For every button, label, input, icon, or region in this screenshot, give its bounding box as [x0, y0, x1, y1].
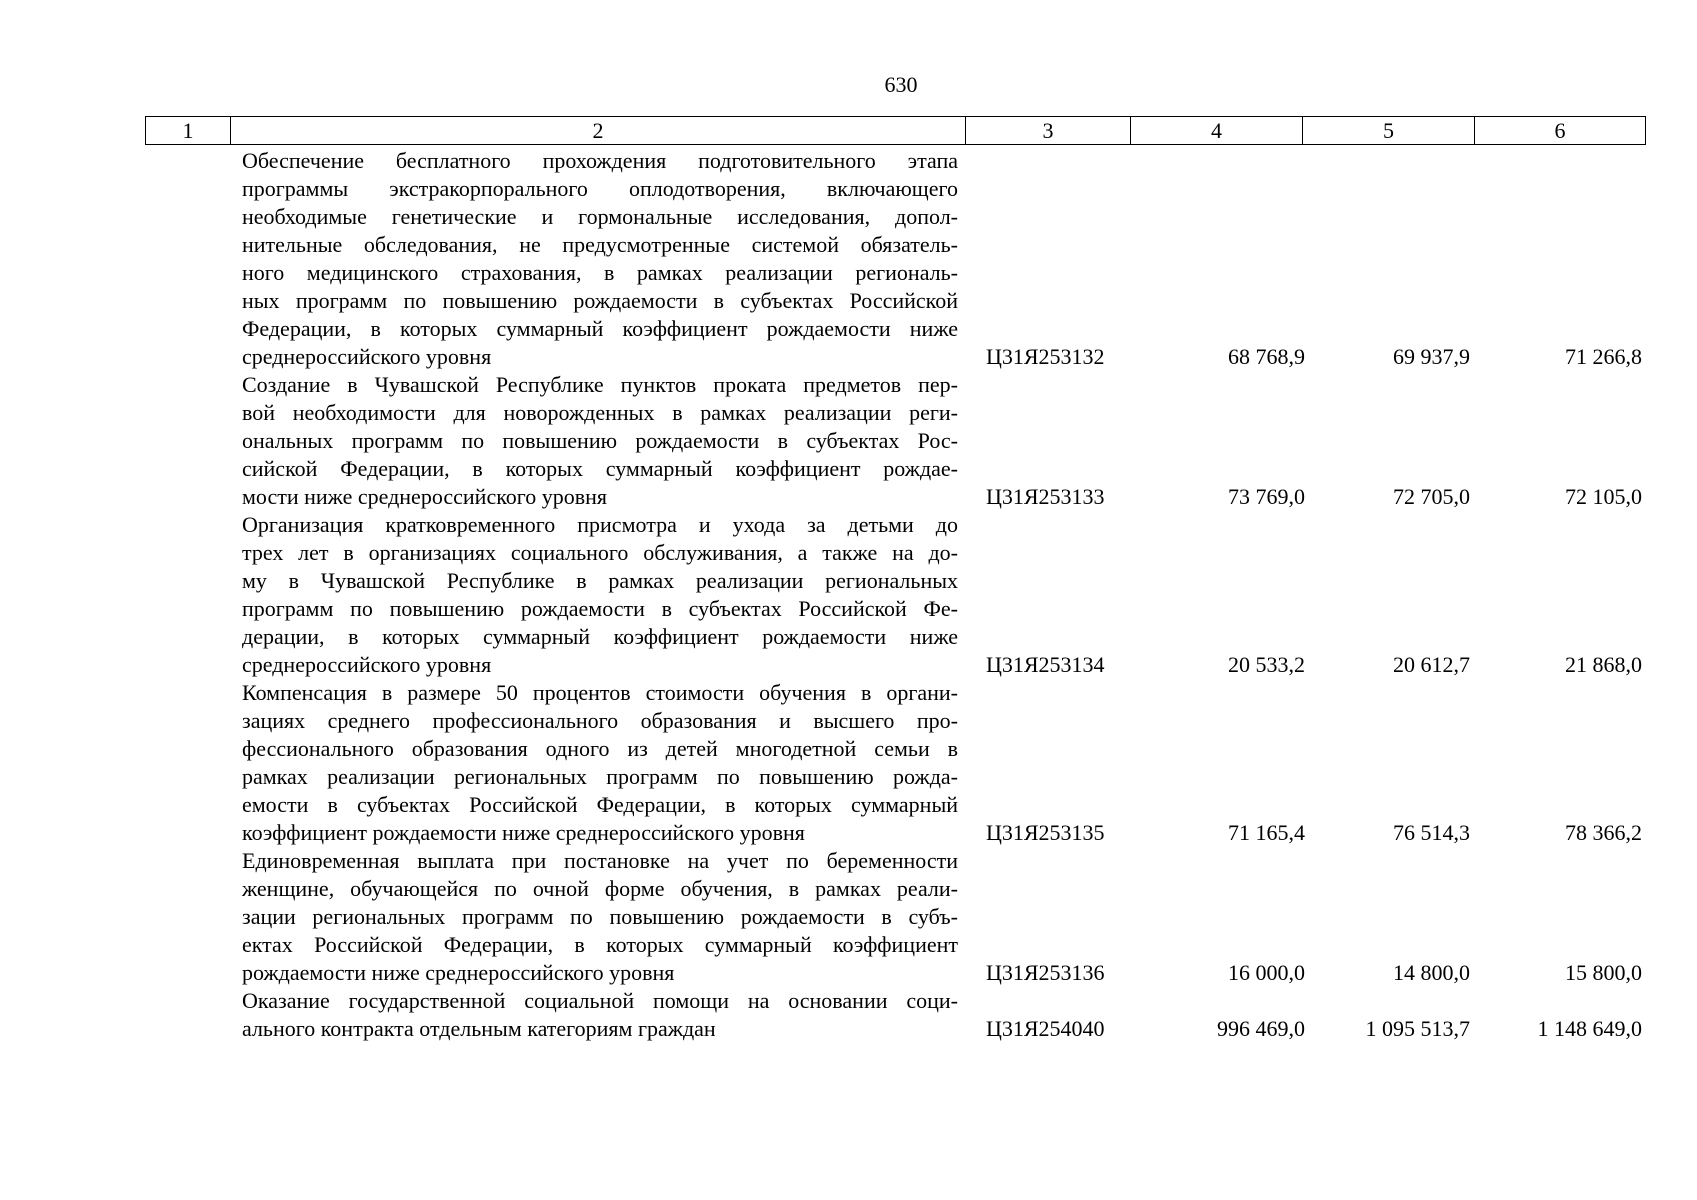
row-value-col5: 1 095 513,7: [1365, 1016, 1470, 1041]
row-description: [242, 847, 958, 987]
description-line: сийской Федерации, в которых суммарный коэффициент рождае-: [242, 456, 958, 481]
description-line: нительные обследования, не предусмотренные системой обязатель-: [242, 232, 958, 257]
description-line: ного медицинского страхования, в рамках реализации региональ-: [242, 260, 958, 285]
description-line: ных программ по повышению рождаемости в субъектах Российской: [242, 288, 958, 313]
description-line: необходимые генетические и гормональные исследования, допол-: [242, 204, 958, 229]
row-code: Ц31Я253132: [986, 344, 1105, 369]
row-value-col6: 15 800,0: [1565, 960, 1642, 985]
row-value-col4: 71 165,4: [1228, 820, 1305, 845]
row-value-col4: 16 000,0: [1228, 960, 1305, 985]
row-value-col5: 69 937,9: [1393, 344, 1470, 369]
row-value-col6: 72 105,0: [1565, 484, 1642, 509]
row-value-col6: 71 266,8: [1565, 344, 1642, 369]
row-code: Ц31Я253136: [986, 960, 1105, 985]
description-line: Единовременная выплата при постановке на учет по беременности: [242, 848, 958, 873]
column-header-row: [146, 117, 1646, 145]
description-line: среднероссийского уровня: [242, 344, 492, 369]
row-value-col6: 78 366,2: [1565, 820, 1642, 845]
row-value-col4: 68 768,9: [1228, 344, 1305, 369]
column-header-5: 5: [1303, 117, 1475, 145]
row-value-col6: 21 868,0: [1565, 652, 1642, 677]
page-number: 630: [884, 72, 918, 97]
description-line: трех лет в организациях социального обслуживания, а также на до-: [242, 540, 958, 565]
row-value-col5: 14 800,0: [1393, 960, 1470, 985]
description-line: женщине, обучающейся по очной форме обучения, в рамках реали-: [242, 876, 958, 901]
description-line: фессионального образования одного из детей многодетной семьи в: [242, 736, 958, 761]
description-line: Федерации, в которых суммарный коэффициент рождаемости ниже: [242, 316, 958, 341]
description-line: зациях среднего профессионального образования и высшего про-: [242, 708, 958, 733]
row-description: [242, 147, 958, 371]
description-line: рождаемости ниже среднероссийского уровня: [242, 960, 675, 985]
description-line: му в Чувашской Республике в рамках реализации региональных: [242, 568, 958, 593]
row-value-col4: 996 469,0: [1217, 1016, 1305, 1041]
row-value-col4: 73 769,0: [1228, 484, 1305, 509]
row-description: [242, 371, 958, 511]
description-line: мости ниже среднероссийского уровня: [242, 484, 608, 509]
row-code: Ц31Я254040: [986, 1016, 1105, 1041]
description-line: ального контракта отдельным категориям граждан: [242, 1016, 716, 1041]
row-value-col5: 72 705,0: [1393, 484, 1470, 509]
description-line: программ по повышению рождаемости в субъектах Российской Фе-: [242, 596, 958, 621]
row-description: [242, 987, 958, 1043]
description-line: коэффициент рождаемости ниже среднероссийского уровня: [242, 820, 805, 845]
column-header-1: 1: [146, 117, 231, 145]
description-line: рамках реализации региональных программ по повышению рожда-: [242, 764, 958, 789]
row-value-col5: 76 514,3: [1393, 820, 1470, 845]
row-code: Ц31Я253133: [986, 484, 1105, 509]
description-line: среднероссийского уровня: [242, 652, 492, 677]
row-value-col5: 20 612,7: [1393, 652, 1470, 677]
description-line: Обеспечение бесплатного прохождения подготовительного этапа: [242, 148, 958, 173]
column-header-4: 4: [1131, 117, 1303, 145]
column-header-3: 3: [966, 117, 1131, 145]
description-line: Организация кратковременного присмотра и ухода за детьми до: [242, 512, 958, 537]
description-line: вой необходимости для новорожденных в рамках реализации реги-: [242, 400, 958, 425]
column-header-2: 2: [231, 117, 966, 145]
row-code: Ц31Я253134: [986, 652, 1105, 677]
description-line: ональных программ по повышению рождаемости в субъектах Рос-: [242, 428, 958, 453]
description-line: дерации, в которых суммарный коэффициент рождаемости ниже: [242, 624, 958, 649]
row-code: Ц31Я253135: [986, 820, 1105, 845]
description-line: зации региональных программ по повышению рождаемости в субъ-: [242, 904, 958, 929]
description-line: Компенсация в размере 50 процентов стоимости обучения в органи-: [242, 680, 958, 705]
description-line: Оказание государственной социальной помощи на основании соци-: [242, 988, 958, 1013]
description-line: программы экстракорпорального оплодотворения, включающего: [242, 176, 958, 201]
row-description: [242, 679, 958, 847]
row-value-col4: 20 533,2: [1228, 652, 1305, 677]
column-header-6: 6: [1475, 117, 1646, 145]
row-value-col6: 1 148 649,0: [1537, 1016, 1642, 1041]
row-description: [242, 511, 958, 679]
description-line: Создание в Чувашской Республике пунктов проката предметов пер-: [242, 372, 958, 397]
description-line: ектах Российской Федерации, в которых суммарный коэффициент: [242, 932, 958, 957]
description-line: емости в субъектах Российской Федерации, в которых суммарный: [242, 792, 958, 817]
column-header-table: [145, 116, 1646, 145]
